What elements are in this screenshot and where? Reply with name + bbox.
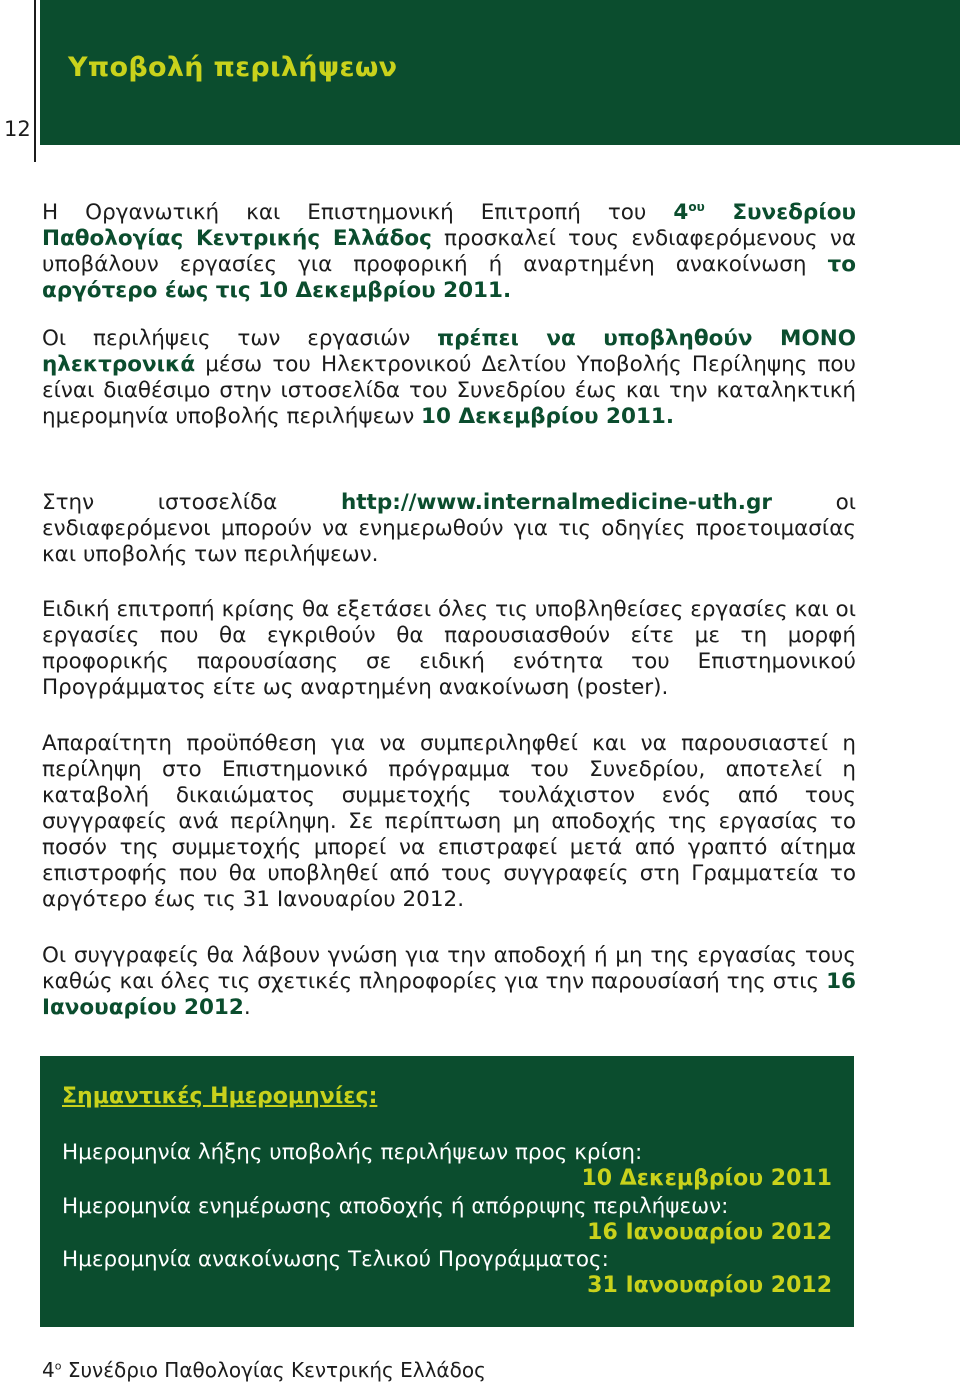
notification-date: 16 Ιανουαρίου 2012 bbox=[42, 969, 856, 1020]
date-label: Ημερομηνία λήξης υποβολής περιλήψεων προς κρίση: bbox=[62, 1140, 643, 1165]
date-value: 16 Ιανουαρίου 2012 bbox=[587, 1220, 832, 1245]
paragraph-text: Η Οργανωτική και Επιστημονική Επιτροπή του bbox=[42, 200, 674, 226]
date-label: Ημερομηνία ενημέρωσης αποδοχής ή απόρριψης περιλήψεων: bbox=[62, 1194, 729, 1219]
congress-number: 4 bbox=[673, 200, 689, 226]
paragraph-review: Ειδική επιτροπή κρίσης θα εξετάσει όλες τις υποβληθείσες εργασίες και οι εργασίες που θα εγκριθούν θα παρουσιασθούν είτε με τη μορφή προφορικής παρουσίασης σε ειδική ενότητα του Επιστημονικού Προγράμματος είτε ως αναρτημένη ανακοίνωση (poster). bbox=[42, 597, 856, 700]
congress-number-suffix: ου bbox=[688, 200, 705, 214]
website-link[interactable]: http://www.internalmedicine-uth.gr bbox=[340, 490, 772, 515]
emphasis-text: πρέπει να υποβληθούν ΜΟΝΟ ηλεκτρονικά bbox=[42, 326, 856, 377]
important-dates-heading: Σημαντικές Ημερομηνίες: bbox=[62, 1084, 378, 1109]
footer-number: 4 bbox=[42, 1358, 55, 1382]
paragraph-text: Οι συγγραφείς θα λάβουν γνώση για την αποδοχή ή μη της εργασίας τους καθώς και όλες τις σχετικές πληροφορίες για την παρουσίασή της στις bbox=[42, 943, 856, 994]
paragraph-text: προσκαλεί τους ενδιαφερόμενους να υποβάλουν εργασίες για προφορική ή αναρτημένη ανακοίνωση bbox=[42, 226, 857, 278]
deadline-text: το αργότερο έως τις 10 Δεκεμβρίου 2011. bbox=[42, 252, 856, 304]
paragraph-text: Οι περιλήψεις των εργασιών bbox=[42, 326, 438, 351]
paragraph-text: . bbox=[243, 995, 251, 1020]
paragraph-text: Στην ιστοσελίδα bbox=[42, 490, 341, 515]
paragraph-notification bbox=[42, 943, 856, 1021]
paragraph-fee: Απαραίτητη προϋπόθεση για να συμπεριληφθεί και να παρουσιαστεί η περίληψη στο Επιστημονικό πρόγραμμα του Συνεδρίου, αποτελεί η καταβολή δικαιώματος συμμετοχής τουλάχιστον ενός από τους συγγραφείς ανά περίληψη. Σε περίπτωση μη αποδοχής της εργασίας το ποσόν της συμμετοχής μπορεί να επιστραφεί μετά από γραπτό αίτημα επιστροφής που θα υποβληθεί από τους συγγραφείς στη Γραμματεία το αργότερο έως τις 31 Ιανουαρίου 2012. bbox=[42, 731, 856, 912]
paragraph-website bbox=[42, 490, 856, 568]
paragraph-submission bbox=[42, 326, 856, 430]
page-number: 12 bbox=[4, 117, 31, 141]
important-dates-box bbox=[40, 1056, 854, 1327]
paragraph-text: μέσω του Ηλεκτρονικού Δελτίου Υποβολής Περίληψης που είναι διαθέσιμο στην ιστοσελίδα του Συνεδρίου έως και την καταληκτική ημερομηνία υποβολής περιλήψεων bbox=[42, 352, 856, 429]
date-value: 10 Δεκεμβρίου 2011 bbox=[581, 1166, 832, 1191]
date-label: Ημερομηνία ανακοίνωσης Τελικού Προγράμματος: bbox=[62, 1247, 609, 1272]
paragraph-invitation bbox=[42, 194, 856, 304]
footer bbox=[42, 1358, 486, 1382]
page-title: Υποβολή περιλήψεων bbox=[68, 52, 398, 83]
paragraph-text: οι ενδιαφερόμενοι μπορούν να ενημερωθούν για τις οδηγίες προετοιμασίας και υποβολής των περιλήψεων. bbox=[42, 490, 856, 567]
deadline-text: 10 Δεκεμβρίου 2011. bbox=[421, 404, 675, 429]
footer-number-suffix: ο bbox=[54, 1359, 62, 1373]
congress-name: Συνεδρίου Παθολογίας Κεντρικής Ελλάδος bbox=[42, 200, 856, 252]
date-value: 31 Ιανουαρίου 2012 bbox=[587, 1273, 832, 1298]
footer-text: Συνέδριο Παθολογίας Κεντρικής Ελλάδος bbox=[61, 1358, 486, 1382]
page-margin-rule bbox=[34, 0, 36, 162]
